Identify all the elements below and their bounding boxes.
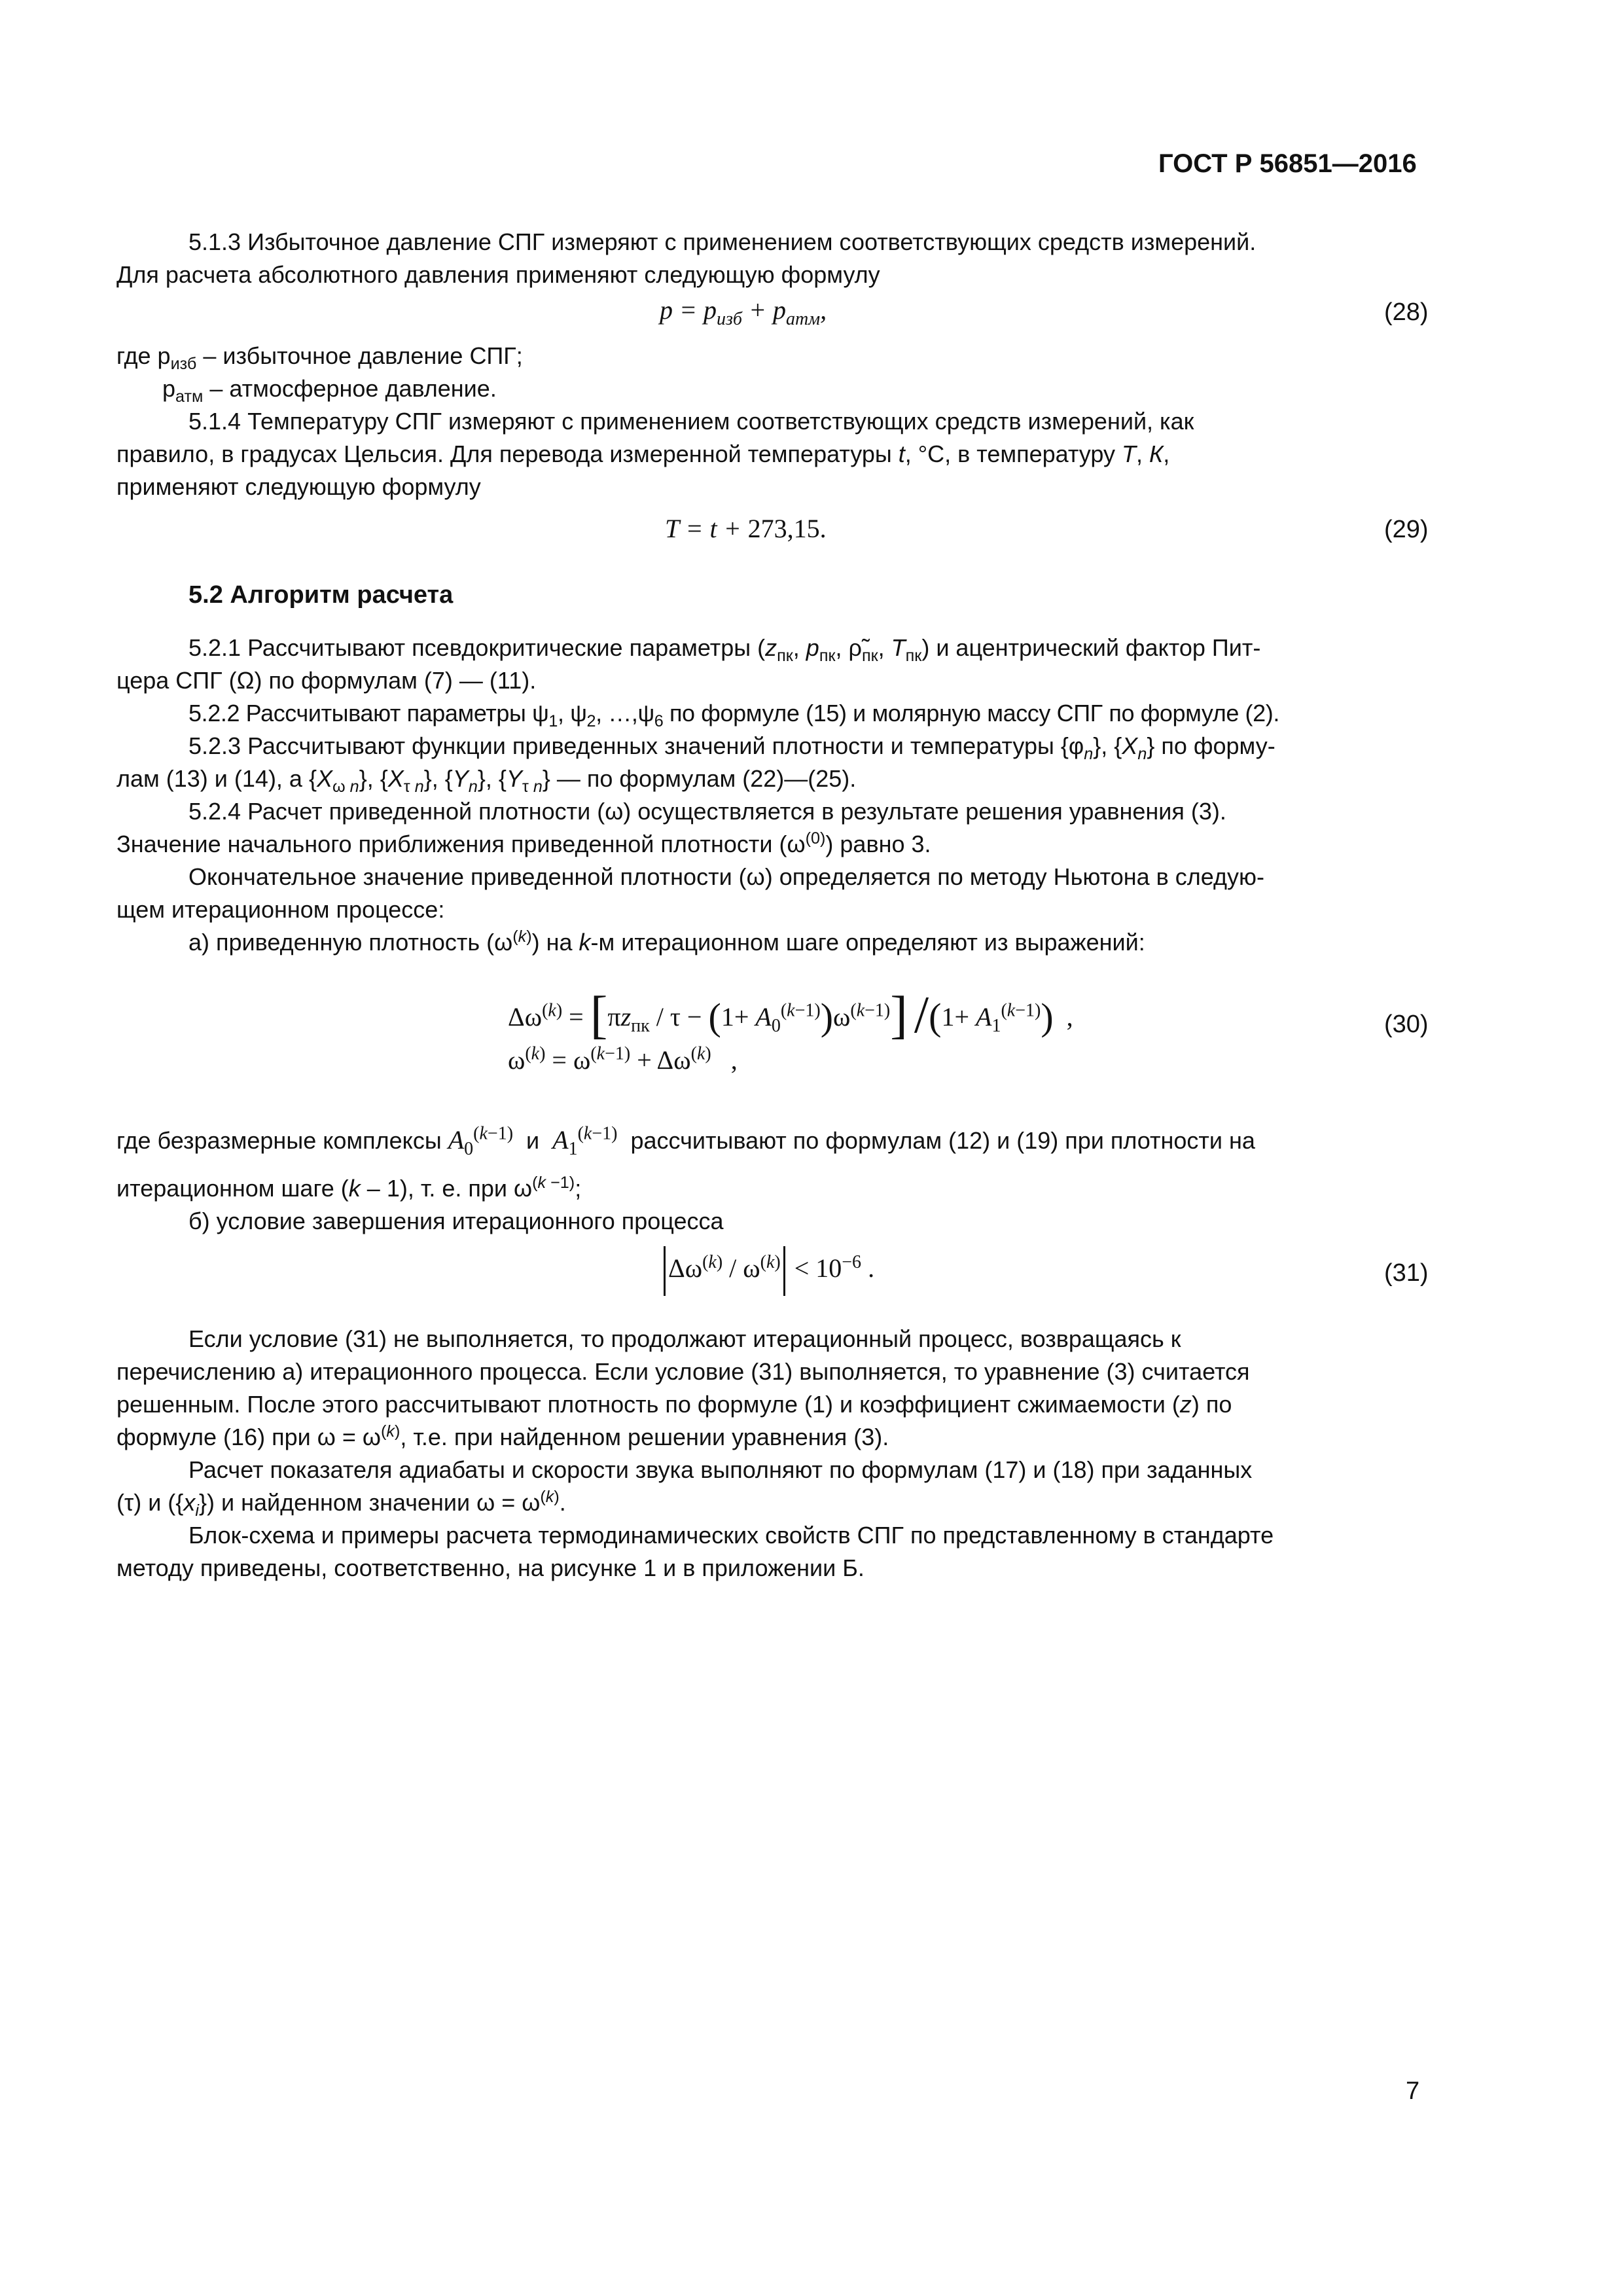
equation-29: T = t + 273,15. bbox=[665, 514, 827, 543]
item-b: б) условие завершения итерационного процесса bbox=[188, 1208, 724, 1234]
equation-29-number: (29) bbox=[1384, 516, 1429, 543]
where28-line2: $p_{атм}$ – атмосферное давление. bbox=[162, 375, 497, 406]
p524-line2: Значение начального приближения приведенной плотности $(\omega^{(0)})$ равно 3. bbox=[116, 829, 931, 857]
p-if-line4: формуле (16) при $\omega = \omega^{(k)}$, т.е. при найденном решении уравнения (3). bbox=[116, 1422, 889, 1450]
p-final-line1: Окончательное значение приведенной плотности (ω) определяется по методу Ньютона в следую- bbox=[188, 863, 1265, 890]
where30-line2: итерационном шаге (k – 1), т. е. при $\omega^{(k -1)}$; bbox=[116, 1174, 582, 1202]
p-if-line1: Если условие (31) не выполняется, то продолжают итерационный процесс, возвращаясь к bbox=[188, 1325, 1181, 1352]
where28-line1: где $p_{изб}$ – избыточное давление СПГ; bbox=[116, 342, 523, 374]
where30-line1: где безразмерные комплексы $A_0^{(k-1)}$ и $A_1^{(k-1)}$ рассчитывают по формулам (12) и (19) при плотности на bbox=[116, 1123, 1255, 1159]
p513-line1: 5.1.3 Избыточное давление СПГ измеряют с применением соответствующих средств измерений. bbox=[188, 228, 1257, 255]
p524-line1: 5.2.4 Расчет приведенной плотности (ω) осуществляется в результате решения уравнения (3). bbox=[188, 798, 1226, 825]
p523-line2: лам (13) и (14), а $\{X_{\omega n}\}$, $\{X_{\tau n}\}$, $\{Y_n\}$, $\{Y_{\tau n}\}$ — по формулам (22)—(25). bbox=[116, 765, 857, 797]
section-heading: 5.2 Алгоритм расчета bbox=[188, 581, 454, 609]
equation-30-line2: $\omega^{(k)} = \omega^{(k-1)} + \Delta\omega^{(k)}$ , bbox=[508, 1043, 738, 1075]
p-if-line2: перечислению а) итерационного процесса. Если условие (31) выполняется, то уравнение (3) считается bbox=[116, 1358, 1250, 1385]
page-number: 7 bbox=[1406, 2077, 1420, 2105]
p522-line1: 5.2.2 Рассчитывают параметры $\psi_1$, $\psi_2$, $\dots,\psi_6$ по формуле (15) и молярную массу СПГ по формуле (2). bbox=[188, 700, 1279, 731]
p-block-line2: методу приведены, соответственно, на рисунке 1 и в приложении Б. bbox=[116, 1554, 865, 1581]
document-header: ГОСТ Р 56851—2016 bbox=[1158, 149, 1417, 178]
equation-30-line1: $\Delta\omega^{(k)} = [\pi z_{пк} / \tau - (1+ A_0^{(k-1)})\omega^{(k-1)}]$ $/(1+ A_1^{(k-1)})$ , bbox=[508, 986, 1073, 1044]
p523-line1: 5.2.3 Рассчитывают функции приведенных значений плотности и температуры $\{\varphi_n\}$, $\{X_n\}$ по форму- bbox=[188, 732, 1275, 764]
item-a: а) приведенную плотность $(\omega^{(k)})$ на k-м итерационном шаге определяют из выражений: bbox=[188, 927, 1145, 956]
p-adiab-line1: Расчет показателя адиабаты и скорости звука выполняют по формулам (17) и (18) при заданных bbox=[188, 1456, 1253, 1483]
p513-line2: Для расчета абсолютного давления применяют следующую формулу bbox=[116, 261, 880, 288]
equation-28: $p = p_{изб} + p_{атм}$, bbox=[660, 295, 827, 329]
p521-line2: цера СПГ (Ω) по формулам (7) — (11). bbox=[116, 667, 537, 694]
p514-line2: правило, в градусах Цельсия. Для перевода измеренной температуры t, °С, в температуру Т, К, bbox=[116, 440, 1170, 467]
p514-line1: 5.1.4 Температуру СПГ измеряют с применением соответствующих средств измерений, как bbox=[188, 408, 1194, 435]
p-if-line3: решенным. После этого рассчитывают плотность по формуле (1) и коэффициент сжимаемости (z) по bbox=[116, 1391, 1232, 1418]
p-adiab-line2: (τ) и $(\{x_i\})$ и найденном значении $\omega = \omega^{(k)}$. bbox=[116, 1488, 566, 1520]
equation-31-number: (31) bbox=[1384, 1259, 1429, 1287]
p-final-line2: щем итерационном процессе: bbox=[116, 896, 445, 923]
equation-28-number: (28) bbox=[1384, 298, 1429, 326]
p521-line1: 5.2.1 Рассчитывают псевдокритические параметры ($z_{пк}$, $p_{пк}$, $\rhõ_{пк}$, $T_{пк}$) и ацентрический фактор Пит- bbox=[188, 634, 1261, 666]
equation-31: $\Delta\omega^{(k)} / \omega^{(k)} < 10^{-6}$ . bbox=[661, 1246, 874, 1296]
equation-30-number: (30) bbox=[1384, 1011, 1429, 1038]
p-block-line1: Блок-схема и примеры расчета термодинамических свойств СПГ по представленному в стандарте bbox=[188, 1522, 1274, 1549]
p514-line3: применяют следующую формулу bbox=[116, 473, 481, 500]
